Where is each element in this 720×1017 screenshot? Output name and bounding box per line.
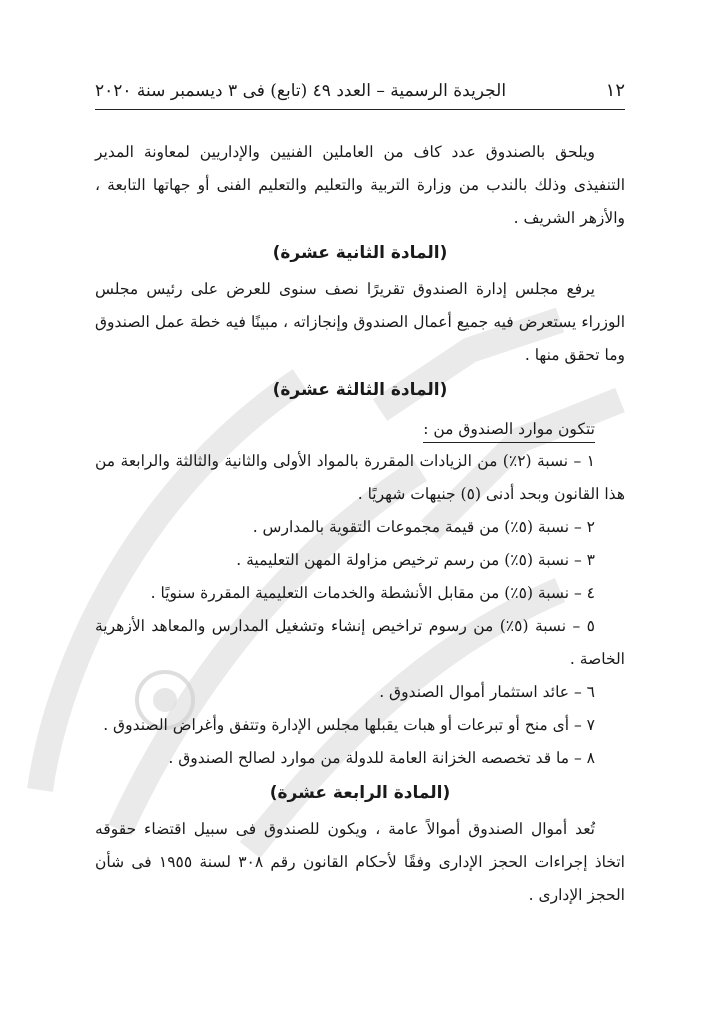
page-header <box>95 80 625 110</box>
paragraph-staff: ويلحق بالصندوق عدد كاف من العاملين الفنيين والإداريين لمعاونة المدير التنفيذى وذلك بالندب من وزارة التربية والتعليم والتعليم الفنى أو جهاتها التابعة ، والأزهر الشريف . <box>95 143 625 227</box>
article-14-title: (المادة الرابعة عشرة) <box>269 783 451 803</box>
page-number: ١٢ <box>605 80 625 101</box>
gazette-title: الجريدة الرسمية – العدد ٤٩ (تابع) فى ٣ ديسمبر سنة ٢٠٢٠ <box>95 81 507 101</box>
article-13-title: (المادة الثالثة عشرة) <box>272 380 448 400</box>
list-item: ٨ – ما قد تخصصه الخزانة العامة للدولة من موارد لصالح الصندوق . <box>168 749 595 767</box>
list-item: ٧ – أى منح أو تبرعات أو هبات يقبلها مجلس الإدارة وتتفق وأغراض الصندوق . <box>103 716 595 734</box>
article-12-title: (المادة الثانية عشرة) <box>272 243 448 263</box>
list-item: ٢ – نسبة (٥٪) من قيمة مجموعات التقوية بالمدارس . <box>252 518 595 536</box>
list-item: ٤ – نسبة (٥٪) من مقابل الأنشطة والخدمات التعليمية المقررة سنويًا . <box>150 584 595 602</box>
list-item: ٦ – عائد استثمار أموال الصندوق . <box>379 683 595 701</box>
article-14-text: تُعد أموال الصندوق أموالاً عامة ، ويكون للصندوق فى سبيل اقتضاء حقوقه اتخاذ إجراءات الحجز الإدارى وفقًا لأحكام القانون رقم ٣٠٨ لسنة ١٩٥٥ فى شأن الحجز الإدارى . <box>95 820 625 904</box>
article-12-text: يرفع مجلس إدارة الصندوق تقريرًا نصف سنوى للعرض على رئيس مجلس الوزراء يستعرض فيه جميع أعمال الصندوق وإنجازاته ، مبينًا فيه خطة عمل الصندوق وما تحقق منها . <box>95 280 625 364</box>
document-body <box>95 136 625 912</box>
list-item: ٥ – نسبة (٥٪) من رسوم تراخيص إنشاء وتشغيل المدارس والمعاهد الأزهرية الخاصة . <box>95 617 625 668</box>
article-13-intro: تتكون موارد الصندوق من : <box>423 416 595 443</box>
list-item: ٣ – نسبة (٥٪) من رسم ترخيص مزاولة المهن التعليمية . <box>236 551 595 569</box>
list-item: ١ – نسبة (٢٪) من الزيادات المقررة بالمواد الأولى والثانية والثالثة والرابعة من هذا القانون وبحد أدنى (٥) جنيهات شهريًا . <box>95 452 625 503</box>
